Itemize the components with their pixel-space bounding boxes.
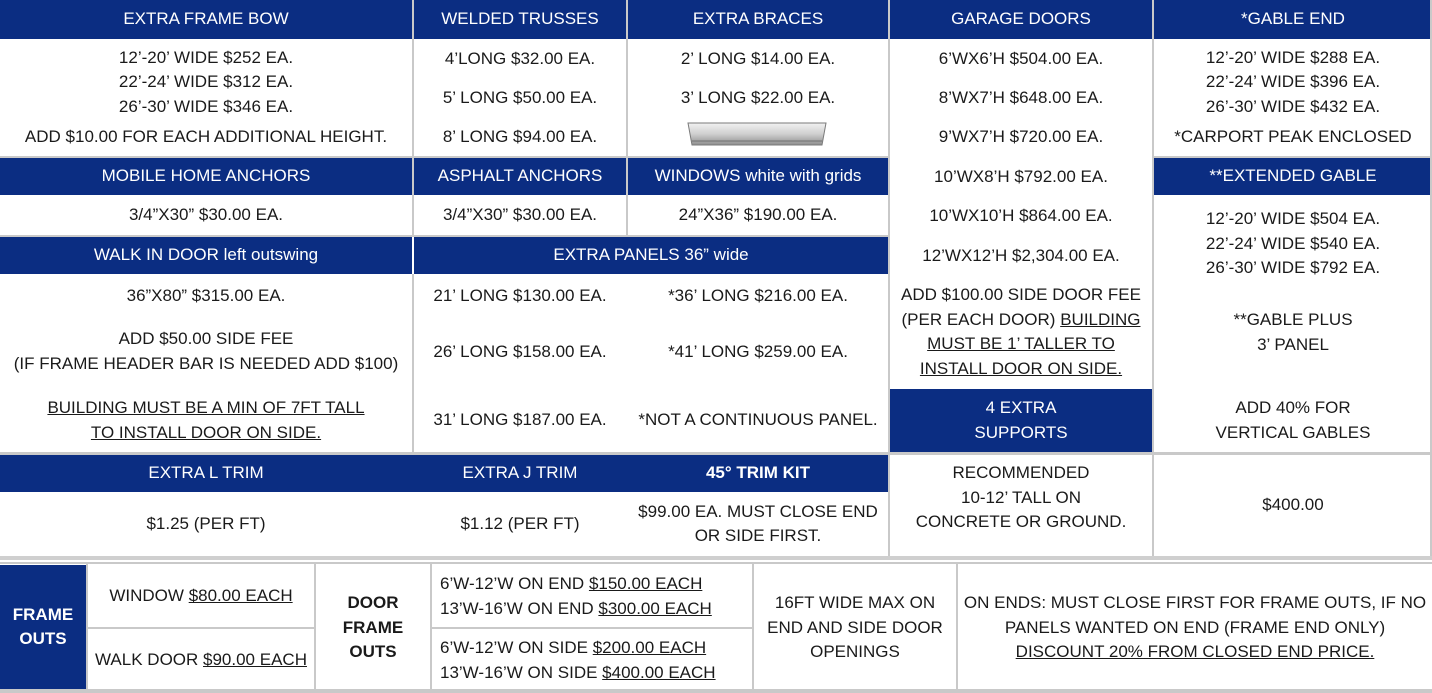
side-frame-out-13-16: [440, 661, 716, 686]
gable-line: 22’-24’ WIDE $396 EA.: [1205, 72, 1381, 91]
end-frame-out-6-12: [440, 572, 702, 597]
frame-bow-header: [0, 0, 412, 39]
window-frame-out-label: WINDOW: [109, 585, 189, 605]
trim-kit-line: OR SIDE FIRST.: [694, 526, 822, 545]
grid-line: [1152, 156, 1432, 158]
l-trim-price-text: $1.25 (PER FT): [146, 513, 266, 533]
windows-price-text: 24”X36” $190.00 EA.: [678, 204, 838, 224]
j-trim-header-text: EXTRA J TRIM: [462, 463, 578, 483]
garage-side-door-note: [890, 283, 1152, 381]
garage-note-part: (PER EACH DOOR): [901, 309, 1056, 329]
garage-door-12x12: 12’WX12’H $2,304.00 EA.: [922, 246, 1120, 265]
gable-line: 26’-30’ WIDE $432 EA.: [1205, 96, 1381, 116]
extra-panels-header: [414, 237, 888, 274]
end-frame-out-label: 6’W-12’W ON END: [440, 574, 589, 593]
walk-door-frame-out-price: $90.00 EACH: [203, 649, 307, 669]
panel-36ft-price: *36’ LONG $216.00 EA.: [668, 286, 848, 305]
supports-price: [1154, 455, 1432, 556]
truss-8ft-price: 8’ LONG $94.00 EA.: [442, 127, 598, 146]
frame-outs-title-line: OUTS: [19, 629, 67, 648]
walk-door-frame-out: [88, 629, 314, 691]
side-frame-out-6-12: [440, 636, 706, 661]
asphalt-anchors-price: [414, 195, 626, 235]
extended-gable-prices: [1154, 207, 1432, 281]
grid-line: [0, 562, 1432, 564]
extended-gable-header: [1154, 158, 1432, 195]
grid-line: [752, 564, 754, 690]
grid-line: [0, 689, 1432, 693]
garage-note-part: BUILDING: [1060, 309, 1141, 329]
trim-kit-header-text: 45° TRIM KIT: [705, 463, 811, 483]
panel-continuous-note: *NOT A CONTINUOUS PANEL.: [638, 410, 878, 429]
walk-door-frame-out-line: [95, 648, 307, 673]
extra-supports-header: [890, 389, 1152, 452]
extended-gable-line: 12’-20’ WIDE $504 EA.: [1205, 209, 1381, 229]
walk-door-price: 36”X80” $315.00 EA.: [126, 286, 286, 305]
door-frame-outs-title: [316, 565, 430, 691]
j-trim-price-text: $1.12 (PER FT): [460, 513, 580, 533]
frame-bow-line: 22’-24’ WIDE $312 EA.: [118, 72, 294, 91]
walk-door-requirement: [0, 396, 412, 445]
max-width-line: 16FT WIDE MAX ON: [774, 593, 936, 613]
side-frame-out-price: $400.00 EACH: [602, 663, 716, 682]
panel-21ft-price: 21’ LONG $130.00 EA.: [433, 286, 607, 305]
frame-bow-header-text: EXTRA FRAME BOW: [123, 9, 289, 29]
asphalt-anchors-price-text: 3/4”X30” $30.00 EA.: [442, 204, 598, 224]
vertical-gables-line: VERTICAL GABLES: [1215, 422, 1371, 442]
walk-door-frame-out-label: WALK DOOR: [95, 649, 204, 669]
walk-door-req-line: BUILDING MUST BE A MIN OF 7FT TALL: [47, 398, 365, 417]
window-frame-out-price: $80.00 EACH: [188, 585, 293, 605]
walk-door-header: [0, 237, 412, 274]
ends-note-line: ON ENDS: MUST CLOSE FIRST FOR FRAME OUTS, IF NO: [963, 593, 1427, 613]
windows-price: [628, 195, 888, 235]
frame-outs-title-line: FRAME: [12, 604, 74, 624]
frame-bow-prices: [0, 39, 412, 156]
grid-line: [412, 0, 414, 237]
metal-brace-icon: [686, 121, 828, 149]
mobile-anchors-price-text: 3/4”X30” $30.00 EA.: [128, 204, 284, 224]
truss-4ft-price: 4’LONG $32.00 EA.: [444, 49, 596, 68]
trim-kit-price: [628, 492, 888, 556]
extra-supports-line: 4 EXTRA: [985, 398, 1057, 417]
garage-door-8x7: 8’WX7’H $648.00 EA.: [938, 88, 1104, 107]
end-frame-out-label: 13’W-16’W ON END: [440, 599, 599, 618]
panel-41ft-price: *41’ LONG $259.00 EA.: [668, 342, 848, 361]
vertical-gables-note: [1154, 396, 1432, 445]
extended-gable-line: 26’-30’ WIDE $792 EA.: [1205, 258, 1381, 278]
walk-door-fee-line: ADD $50.00 SIDE FEE: [118, 329, 294, 348]
ends-frame-out-note: [958, 565, 1432, 691]
grid-line: [432, 627, 752, 629]
mobile-anchors-price: [0, 195, 412, 235]
garage-note-line: [902, 308, 1141, 333]
garage-note-line: MUST BE 1’ TALLER TO: [927, 334, 1115, 353]
supports-rec-line: CONCRETE OR GROUND.: [915, 512, 1127, 532]
supports-rec-line: 10-12’ TALL ON: [960, 487, 1081, 507]
garage-door-10x8: 10’WX8’H $792.00 EA.: [934, 167, 1108, 186]
garage-note-line: INSTALL DOOR ON SIDE.: [919, 358, 1123, 378]
frame-bow-line: 26’-30’ WIDE $346 EA.: [118, 96, 294, 116]
l-trim-price: [0, 492, 412, 556]
gable-end-header: [1154, 0, 1432, 39]
window-frame-out-line: [109, 584, 292, 609]
vertical-gables-line: ADD 40% FOR: [1235, 398, 1351, 417]
trusses-header: [414, 0, 626, 39]
garage-door-6x6: 6’WX6’H $504.00 EA.: [938, 49, 1104, 68]
mobile-anchors-header-text: MOBILE HOME ANCHORS: [101, 166, 311, 186]
trusses-header-text: WELDED TRUSSES: [441, 9, 599, 29]
window-frame-out: [88, 565, 314, 627]
gable-line: 12’-20’ WIDE $288 EA.: [1205, 47, 1381, 67]
door-frame-outs-title-line: DOOR: [347, 593, 399, 613]
trim-kit-line: $99.00 EA. MUST CLOSE END: [638, 501, 878, 521]
grid-line: [412, 274, 414, 454]
grid-line: [0, 235, 890, 237]
gable-end-header-text: *GABLE END: [1241, 9, 1345, 29]
gable-end-prices: [1154, 39, 1432, 156]
grid-line: [88, 627, 314, 629]
grid-line: [956, 564, 958, 690]
side-frame-out-price: $200.00 EACH: [592, 638, 707, 657]
grid-line: [0, 452, 1432, 455]
end-frame-out-13-16: [440, 597, 712, 622]
frame-bow-line: 12’-20’ WIDE $252 EA.: [118, 47, 294, 67]
end-frame-out-price: $300.00 EACH: [598, 599, 712, 618]
gable-plus-line: 3’ PANEL: [1257, 334, 1329, 354]
walk-door-header-text: WALK IN DOOR left outswing: [93, 245, 319, 265]
l-trim-header-text: EXTRA L TRIM: [148, 463, 264, 483]
ends-note-line: PANELS WANTED ON END (FRAME END ONLY): [1004, 617, 1386, 637]
end-frame-out-price: $150.00 EACH: [588, 574, 703, 593]
grid-line: [0, 156, 890, 158]
extended-gable-header-text: **EXTENDED GABLE: [1209, 166, 1377, 186]
supports-rec-line: RECOMMENDED: [952, 463, 1090, 483]
windows-header-text: WINDOWS white with grids: [654, 166, 862, 186]
garage-door-10x10: 10’WX10’H $864.00 EA.: [929, 206, 1113, 225]
max-width-line: END AND SIDE DOOR: [767, 617, 943, 637]
grid-line: [888, 0, 890, 556]
walk-door-req-line: TO INSTALL DOOR ON SIDE.: [90, 422, 322, 442]
j-trim-header: [412, 455, 628, 492]
gable-plus-panel: [1154, 308, 1432, 357]
extra-panels-header-text: EXTRA PANELS 36” wide: [553, 245, 749, 265]
door-frame-outs-title-line: OUTS: [349, 642, 397, 662]
grid-line: [1152, 0, 1154, 556]
mobile-anchors-header: [0, 158, 412, 195]
side-frame-out-label: 13’W-16’W ON SIDE: [440, 663, 603, 682]
garage-doors-header-text: GARAGE DOORS: [951, 9, 1091, 29]
asphalt-anchors-header-text: ASPHALT ANCHORS: [437, 166, 603, 186]
asphalt-anchors-header: [414, 158, 626, 195]
j-trim-price: [412, 492, 628, 556]
max-width-line: OPENINGS: [810, 642, 900, 662]
truss-5ft-price: 5’ LONG $50.00 EA.: [442, 88, 598, 107]
trim-kit-header: [628, 455, 888, 492]
garage-note-line: ADD $100.00 SIDE DOOR FEE: [901, 285, 1141, 304]
grid-line: [626, 0, 628, 237]
frame-outs-title: [0, 565, 86, 689]
frame-bow-note: ADD $10.00 FOR EACH ADDITIONAL HEIGHT.: [24, 127, 388, 146]
windows-header: [628, 158, 888, 195]
section-divider: [0, 556, 1432, 560]
extra-supports-line: SUPPORTS: [974, 422, 1068, 442]
brace-2ft-price: 2’ LONG $14.00 EA.: [680, 49, 836, 68]
braces-header-text: EXTRA BRACES: [692, 9, 824, 29]
ends-note-line: DISCOUNT 20% FROM CLOSED END PRICE.: [1015, 642, 1375, 662]
panel-31ft-price: 31’ LONG $187.00 EA.: [433, 410, 607, 429]
extended-gable-line: 22’-24’ WIDE $540 EA.: [1205, 233, 1381, 253]
grid-line: [314, 564, 316, 690]
walk-door-side-fee: [0, 327, 412, 376]
gable-note: *CARPORT PEAK ENCLOSED: [1174, 127, 1412, 146]
garage-doors-header: [890, 0, 1152, 39]
braces-header: [628, 0, 888, 39]
garage-door-9x7: 9’WX7’H $720.00 EA.: [938, 127, 1104, 146]
max-width-note: [754, 565, 956, 691]
supports-price-text: $400.00: [1262, 495, 1324, 515]
gable-plus-line: **GABLE PLUS: [1233, 310, 1353, 329]
supports-recommendation: [890, 460, 1152, 536]
side-frame-out-label: 6’W-12’W ON SIDE: [440, 638, 593, 657]
l-trim-header: [0, 455, 412, 492]
door-frame-outs-title-line: FRAME: [342, 617, 404, 637]
panel-26ft-price: 26’ LONG $158.00 EA.: [433, 342, 607, 361]
brace-3ft-price: 3’ LONG $22.00 EA.: [680, 88, 836, 107]
walk-door-fee-line: (IF FRAME HEADER BAR IS NEEDED ADD $100): [13, 353, 399, 373]
